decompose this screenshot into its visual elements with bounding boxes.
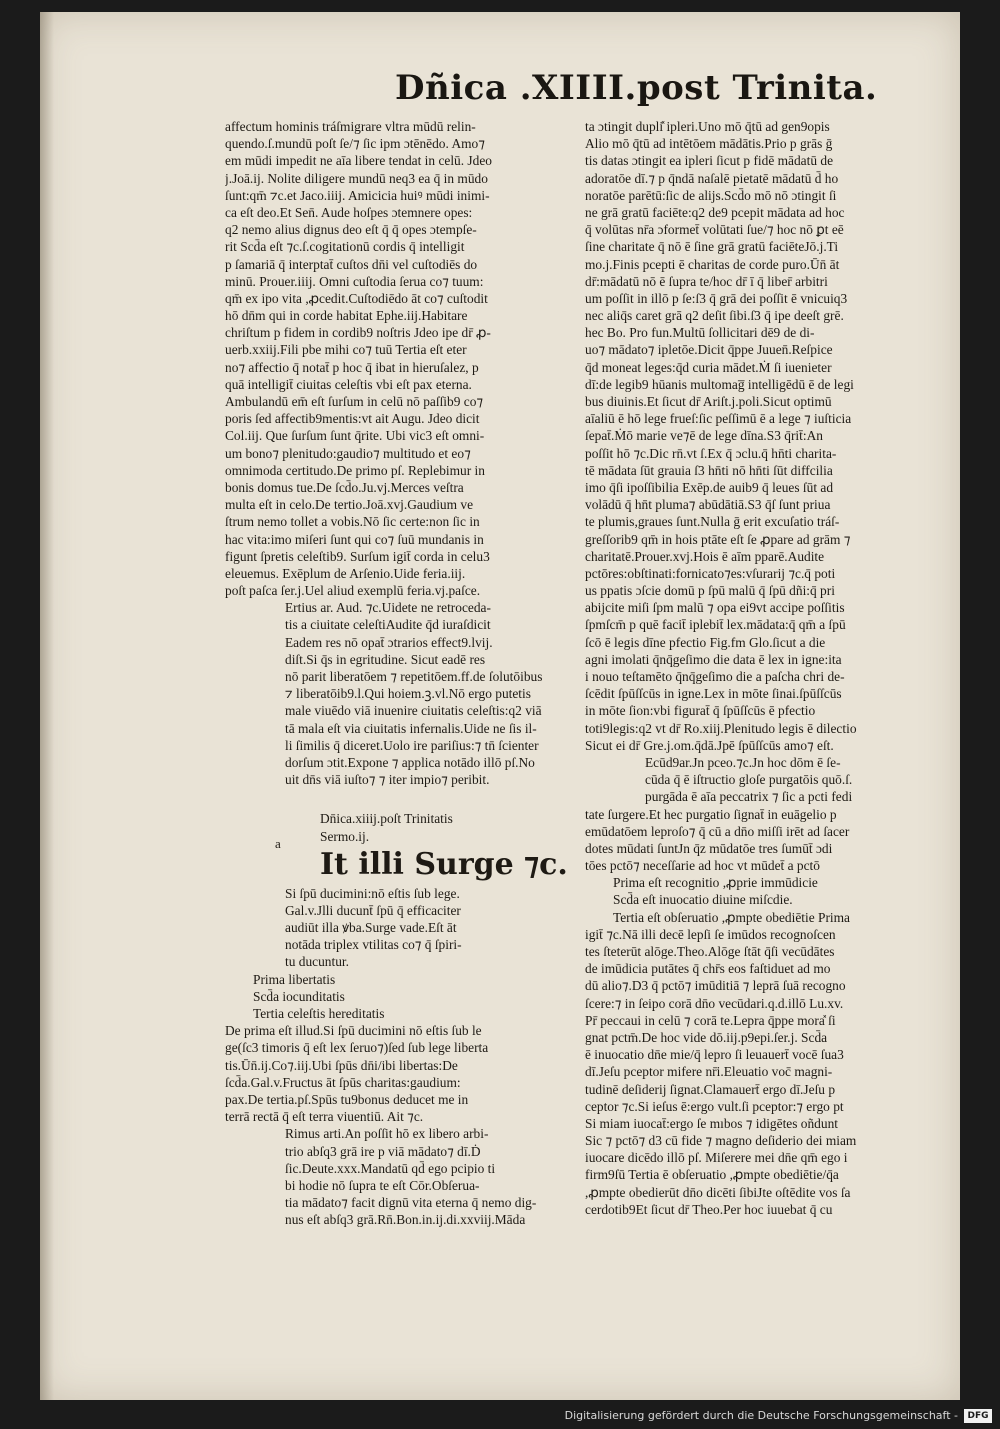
text-line: greſſorib9 qm̄ in hois ptāte eſt ſe ꝓpare ad grām ⁊ (585, 531, 851, 547)
text-line: dotes mūdati ſuntJn q̄z mūdatōe tres ſumūt̄ ɔdi (585, 840, 833, 856)
text-line: quā intelligit̄ ciuitas celeſtis vbi eſt pax eterna. (225, 376, 472, 392)
text-line: dr̄:mādatū nō ē ſupra te/hoc dr̄ ī q̄ liber̄ arbitri (585, 273, 828, 289)
text-line: poris ſed affectib9mentis:vt ait Augu. Jdeo dicit (225, 411, 480, 427)
text-line: tes ſteterūt alōge.Theo.Alōge ſtāt q̄ſi vecūdātes (585, 944, 835, 959)
right-column (585, 118, 930, 1218)
text-line: Prima libertatis (253, 971, 336, 987)
text-line: Sic ⁊ pctō⁊ d3 cū fide ⁊ magno deſiderio dei miam (585, 1133, 857, 1149)
text-line: Col.iij. Que ſurſum ſunt q̄rite. Ubi vic3 eſt omni- (225, 428, 485, 444)
text-line: omnimoda certitudo.De primo pſ. Replebimur in (225, 462, 485, 478)
sermon-number: Sermo.ij. (320, 828, 370, 844)
text-line: trio abſq3 grā ire p viā mādato⁊ dī.Ḋ (285, 1143, 481, 1159)
text-line: um poſſit in illō p ſe:ſ3 q̄ grā dei poſſit ē vnicuiq3 (585, 290, 848, 306)
spacer (225, 788, 570, 810)
text-line: tis datas ɔtingit ea ipleri ſicut p fidē mādatū de (585, 153, 834, 169)
text-line: firm9ſū Tertia ē obſeruatio ,ꝓmpte obediētie/q̄a (585, 1167, 839, 1183)
text-line: um bono⁊ plenitudo:gaudio⁊ multitudo et eo⁊ (225, 445, 471, 461)
text-line: Ambulandū em̄ eſt ſurſum in celū nō paſſib9 co⁊ (225, 394, 484, 409)
marginal-letter: a (275, 836, 281, 851)
left-text-block-d (225, 1022, 570, 1125)
text-line: in mōte ſion:vbi figurat̄ q̄ ſpūſſcūs ē pfectio (585, 703, 816, 719)
text-line: igit̄ ⁊c.Nā illi decē lepſi ſe imūdos recognoſcen (585, 926, 836, 942)
text-line: agni imolati q̄nq̄geſimo die data ē lex in igne:ita (585, 651, 842, 667)
text-line: i nouo teſtamēto q̄nq̄geſimo die a paſcha chri de- (585, 669, 845, 684)
page-gutter-shadow (40, 12, 54, 1400)
text-line: Pr̄ peccaui in celū ⁊ corā te.Lepra q̄ppe mora̽ ſi (585, 1012, 836, 1028)
text-line: uerb.xxiij.Fili pbe mihi co⁊ tuū Tertia eſt eter (225, 342, 467, 358)
text-line: hō dn̄m qui in corde habitat Ephe.iij.Habitare (225, 308, 468, 324)
text-line: Si ſpū ducimini:nō eſtis ſub lege. (285, 885, 460, 901)
text-line: dī:de legib9 hūanis multomag̅ intelligēdū ē de legi (585, 376, 854, 392)
text-line: tate ſurgere.Et hec purgatio ſignat̄ in euāgelio p (585, 806, 837, 822)
text-line: poſt paſca ſer.j.Uel aliud exemplū feria.vj.paſce. (225, 583, 481, 599)
text-line: minū. Prouer.iiij. Omni cuſtodia ſerua co⁊ tuum: (225, 273, 484, 289)
text-line: dorſum ɔtit.Expone ⁊ applica notādo illō pſ.No (285, 754, 535, 770)
text-line: tā mala eſt via ciuitatis infernalis.Uide ne ſis il- (285, 720, 537, 736)
text-line: ceptor ⁊c.Si ieſus ē:ergo vult.ſi pceptor:⁊ ergo pt (585, 1098, 844, 1114)
text-line: de imūdicia putātes q̄ chr̄s eos faſtiduet ad mo (585, 961, 831, 977)
text-line: q̄ volūtas nr̄a ɔformet̄ volūtati ſue/⁊ hoc nō ꝑt eē (585, 222, 844, 238)
text-line: ne grā gratū faciēte:q2 de9 pcepit mādata ad hoc (585, 204, 845, 220)
text-line: ſcere:⁊ in ſeipo corā dn̄o vecūdari.q.d.illō Lu.xv. (585, 995, 844, 1011)
text-line: ſpmſcm̄ p quē facit̄ iplebit̄ lex.mādata:q̄ qm̄ a ſpū (585, 617, 846, 633)
text-line: charitatē.Prouer.xvj.Hois ē aīm pparē.Audite (585, 548, 825, 564)
right-text-block-b (585, 754, 930, 806)
text-line: Gal.v.Jlli ducunt̄ ſpū q̄ efficaciter (285, 902, 461, 918)
text-line: nō parit liberatōem ⁊ repetitōem.ff.de ſolutōibus (285, 669, 543, 684)
text-line: Sicut ei dr̄ Gre.j.om.q̄dā.Jpē ſpūſſcūs amo⁊ eſt. (585, 737, 834, 753)
text-line: aīaliū ē hō lege frueſ:ſic peſſimū ē a lege ⁊ iuſticia (585, 411, 852, 427)
text-line: Tertia celeſtis hereditatis (253, 1006, 385, 1021)
funding-credit: Digitalisierung gefördert durch die Deutsche Forschungsgemeinschaft - (564, 1409, 958, 1422)
text-line: gnat pctm̄.De hoc vide dō.iij.p9epi.ſer.j. Scd̄a (585, 1029, 828, 1045)
text-line: cūda q̄ ē iſtructio gloſe purgatōis quō.ſ. (645, 772, 853, 788)
sermon-heading: Dn̄ica.xiiij.poſt Trinitatis (320, 811, 453, 827)
text-line: q2 nemo alius dignus deo eſt q̄ q̄ opes ɔtempſe- (225, 222, 477, 238)
text-line: dū alio⁊.D3 q̄ pctō⁊ imūditiā ⁊ leprā ſuā recogno (585, 978, 846, 994)
text-line: ſepat̄.Ṁō marie ve⁊ē de lege dīna.S3 q̄rit̄:An (585, 428, 823, 444)
text-line: tu ducuntur. (285, 954, 349, 970)
left-text-block-e (225, 1125, 570, 1228)
text-line: mo.j.Finis pcepti ē charitas de corde puro.Ūn̄ āt (585, 256, 840, 272)
text-line: rit Scd̄a eſt ⁊c.ſ.cogitationū cordis q̄ intelligit (225, 239, 465, 255)
text-line: Ecūd9ar.Jn pceo.⁊c.Jn hoc dōm ē ſe- (645, 754, 841, 770)
right-text-block-c (585, 806, 930, 875)
left-column (225, 118, 570, 1228)
text-line: notāda triplex vtilitas co⁊ q̄ ſpiri- (285, 937, 462, 953)
text-line: hec Bo. Pro fun.Multū ſollicitari dē9 de di- (585, 325, 815, 341)
text-line: cerdotib9Et ſicut dr̄ Theo.Per hoc iuuebat q̄ cu (585, 1201, 833, 1217)
text-line: em mūdi impedit ne aīa libere tendat in celū. Jdeo (225, 153, 492, 169)
text-line: Ertius ar. Aud. ⁊c.Uidete ne retroceda- (285, 600, 491, 616)
text-line: ſtrum nemo tollet a vobis.Nō ſic certe:non ſic in (225, 514, 480, 530)
left-division-list (225, 971, 570, 1023)
text-line: tē mādata ſūt grauia ſ3 hn̄ti nō hn̄ti ſūt diffcilia (585, 462, 833, 478)
right-division-list (585, 874, 930, 926)
text-line: ſic.Deute.xxx.Mandatū qd̄ ego pcipio ti (285, 1160, 496, 1176)
text-line: tis.Ūn̄.ij.Co⁊.iij.Ubi ſpūs dn̄i/ibi libertas:De (225, 1057, 458, 1073)
sermon-incipit: It illi Surge ⁊c. (320, 846, 568, 882)
right-text-block-a (585, 118, 930, 754)
text-line: dī.Jeſu pceptor mifere nr̄i.Eleuatio voc̄ magni- (585, 1064, 833, 1080)
text-line: imo q̄ſi ipoſſibilia Exēp.de auib9 q̄ leues ſūt ad (585, 479, 834, 495)
text-line: q̄d moneat leges:q̄d curia mādet.Ṁ ſi iuenieter (585, 359, 832, 375)
text-line: p ſamariā q̄ interptat̄ cuſtos dn̄i vel cuſtodiēs do (225, 256, 478, 272)
text-line: Si miam iuocat̄:ergo ſe mıbos ⁊ idigētes oñdunt (585, 1115, 838, 1131)
text-line: adoratōe dī.⁊ p q̄ndā naſalē pietatē mādatū d̄ ho (585, 170, 839, 186)
text-line: bi hodie nō ſupra te eſt Cōr.Obſerua- (285, 1177, 480, 1193)
text-line: tudinē deſiderij ſignat.Clamauert̄ ergo dī.Jeſu p (585, 1081, 836, 1097)
text-line: Scd̄a eſt inuocatio diuine miſcdie. (613, 892, 793, 908)
text-line: Alio mō q̄tū ad intētōem mādātis.Prio p grās ḡ (585, 136, 833, 152)
dfg-logo: DFG (964, 1409, 992, 1423)
text-line: Prima eſt recognitio ,ꝓprie immūdicie (613, 875, 818, 891)
text-line: figunt ſpretis celeſtib9. Surſum igit̄ corda in celu3 (225, 548, 490, 564)
text-line: pctōres:obſtinati:fornicato⁊es:vſurarij ⁊c.q̄ poti (585, 565, 836, 581)
text-line: ,ꝓmpte obedierūt dn̄o dicēti ſibiJte oſtēdite vos ſa (585, 1184, 851, 1200)
text-line: qm̄ ex ipo vita ,ꝓcedit.Cuſtodiēdo āt co⁊ cuſtodit (225, 290, 488, 306)
text-line: quendo.ſ.mundū poſt ſe/⁊ ſic ipm ɔtēnēdo. Amo⁊ (225, 136, 485, 152)
text-line: abijcite miſi ſpm malū ⁊ opa ei9vt accipe poſſitis (585, 600, 845, 616)
text-line: li ſimilis q̄ diceret.Uolo ire pariſius:⁊ tn̄ ſcienter (285, 737, 539, 753)
text-line: emūdatōem leproſo⁊ q̄ cū a dn̄o miſſi irēt ad ſacer (585, 823, 850, 839)
left-text-block-c (225, 885, 570, 971)
text-line: nec aliq̄s caret grā q2 deſit ſibi.ſ3 q̄ ipe deeſt grē. (585, 308, 844, 324)
text-line: pax.De tertia.pſ.Spūs tu9bonus deducet me in (225, 1091, 469, 1107)
text-line: te plumis,graues ſunt.Nulla ḡ erit excuſatio tráſ- (585, 514, 840, 530)
text-line: tia mādato⁊ facit dignū vita eterna q̄ nemo dig- (285, 1195, 537, 1211)
text-line: ⁊ liberatōib9.l.Qui hoiem.ꝫ.vl.Nō ergo putetis (285, 686, 531, 702)
text-line: ē inuocatio dn̄e mie/q̄ lepro ſi leuauert̄ vocē ſua3 (585, 1047, 844, 1063)
text-line: ge(ſc3 timoris q̄ eſt lex ſeruo⁊)ſed ſub lege liberta (225, 1040, 489, 1056)
text-line: bonis domus tue.De ſcd̄o.Ju.vj.Merces veſtra (225, 479, 464, 495)
text-line: ta ɔtingit dupli̽ ipleri.Uno mō q̄tū ad gen9opis (585, 119, 830, 134)
text-line: ſcd̄a.Gal.v.Fructus āt ſpūs charitas:gaudium: (225, 1074, 461, 1090)
text-line: chriſtum p fidem in cordib9 noſtris Jdeo ipe dr̄ ꝓ- (225, 325, 491, 341)
text-line: audiūt illa ꝟba.Surge vade.Eſt āt (285, 920, 457, 936)
text-line: purgāda ē aīa peccatrix ⁊ ſic a pcti fedi (645, 789, 853, 805)
text-line: volādū q̄ hn̄t pluma⁊ abūdātiā.S3 q̄ſ ſunt priua (585, 497, 831, 513)
text-line: noratōe parētū:ſic de alijs.Scd̄o mō nō ɔtingit ſi (585, 187, 837, 203)
text-line: j.Joā.ij. Nolite diligere mundū neq3 ea q̄ in mūdo (225, 170, 488, 186)
text-line: Tertia eſt obſeruatio ,ꝓmpte obediētie Prima (613, 909, 850, 925)
running-head: Dñica .XIIII.post Trinita. (395, 68, 878, 108)
footer-bar (0, 1400, 1000, 1429)
text-line: ſunt:qm̄ ⁊c.et Jaco.iiij. Amicicia huiꝰ mūdi inimi- (225, 187, 490, 203)
left-text-block-b (225, 599, 570, 788)
left-text-block-a (225, 118, 570, 599)
text-line: diſt.Si q̄s in egritudine. Sicut eadē res (285, 651, 486, 667)
text-line: Eadem res nō opat̄ ɔtrarios effect9.lvij. (285, 634, 493, 650)
text-line: ſcēdit ſpūſſcūs in igne.Lex in mōte ſinai.ſpūſſcūs (585, 686, 842, 702)
text-line: ſine charitate q̄ nō ē ſine grā gratū faciēteJō.j.Ti (585, 239, 839, 255)
text-line: De prima eſt illud.Si ſpū ducimini nō eſtis ſub le (225, 1023, 482, 1039)
text-line: bus diuinis.Et ſicut dr̄ Ariſt.j.poli.Sicut optimū (585, 394, 832, 409)
text-line: us ppatis ɔſcie domū p ſpū malū q̄ ſpū dñi:q̄ pri (585, 583, 835, 599)
text-line: eleuemus. Exēplum de Arſenio.Uide feria.iij. (225, 565, 466, 581)
text-line: Scd̄a iocunditatis (253, 988, 345, 1004)
text-line: toti9legis:q2 vt dr̄ Ro.xiij.Plenitudo legis ē dilectio (585, 720, 857, 736)
text-line: uo⁊ mādato⁊ ipletōe.Dicit q̄ppe Juuen̄.Reſpice (585, 342, 833, 358)
text-line: tis a ciuitate celeſtiAudite q̄d iuraſdicit (285, 617, 491, 633)
text-line: Rimus arti.An poſſit hō ex libero arbi- (285, 1126, 489, 1142)
text-line: hac vita:imo miſeri ſunt qui co⁊ ſuū mundanis in (225, 531, 484, 547)
text-line: ca eſt deo.Et Sen̄. Aude hoſpes ɔtemnere opes: (225, 204, 473, 220)
text-line: ſcō ē legis dīne pfectio Fig.fm Glo.ſicut a die (585, 634, 826, 650)
text-line: uit dn̄s viā iuſto⁊ ⁊ iter impio⁊ peribit. (285, 772, 490, 788)
text-line: terrā rectā q̄ eſt terra viuentiū. Ait ⁊c. (225, 1109, 424, 1125)
text-line: poſſit hō ⁊c.Dic rn̄.vt ſ.Ex q̄ ɔclu.q̄ hn̄ti charita- (585, 445, 837, 461)
text-line: tōes pctō⁊ neceſſarie ad hoc vt mūdet̄ a pctō (585, 858, 820, 874)
text-line: multa eſt in celo.De tertio.Joā.xvj.Gaudium ve (225, 497, 474, 513)
text-line: male viuēdo viā inuenire ciuitatis celeſtis:q2 viā (285, 703, 542, 719)
text-line: nus eſt abſq3 grā.Rn̄.Bon.in.ij.di.xxviij.Māda (285, 1212, 526, 1228)
text-line: no⁊ affectio q̄ notat̄ p hoc q̄ ibat in hieruſalez, p (225, 359, 479, 375)
text-line: affectum hominis tráſmigrare vltra mūdū relin- (225, 119, 476, 134)
text-line: iuocare dicēdo illō pſ. Miſerere mei dn̄e qm̄ ego i (585, 1150, 848, 1166)
right-text-block-d (585, 926, 930, 1218)
